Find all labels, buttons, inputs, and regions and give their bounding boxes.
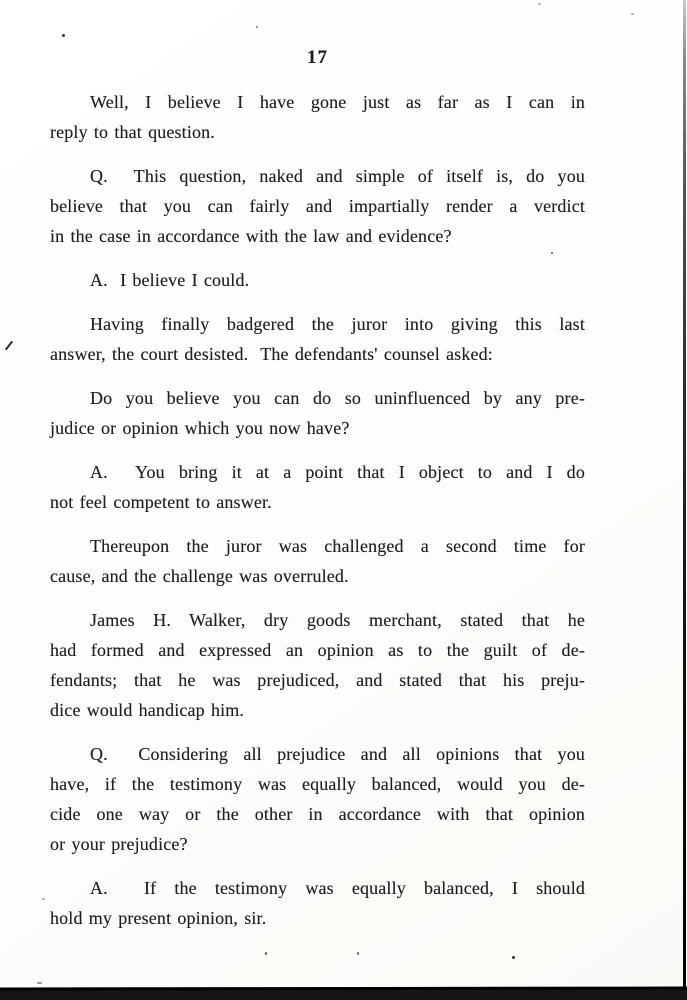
- text-line: cause, and the challenge was overruled.: [50, 566, 349, 586]
- paragraph: [50, 739, 585, 859]
- text-line: had formed and expressed an opinion as to the guilt of de-: [50, 640, 585, 660]
- paragraph: [50, 605, 585, 725]
- text-line: A. If the testimony was equally balanced, I should: [90, 878, 585, 898]
- text-line: cide one way or the other in accordance with that opinion: [50, 804, 585, 824]
- scan-speckle: [37, 982, 42, 984]
- paragraph: [50, 457, 585, 517]
- scan-speckle: [357, 952, 359, 955]
- scan-speckle: [538, 3, 541, 5]
- scan-speckle: [256, 26, 258, 28]
- scan-speckle: [631, 13, 634, 15]
- document-content: [50, 0, 585, 933]
- scan-speckle: [512, 956, 515, 959]
- scan-mark-tick: [5, 341, 13, 351]
- paragraph: [50, 161, 585, 251]
- text-line: or your prejudice?: [50, 834, 188, 854]
- text-line: fendants; that he was prejudiced, and stated that his preju-: [50, 670, 585, 690]
- page-right-edge: [683, 0, 686, 990]
- scan-speckle: [42, 898, 45, 900]
- text-line: believe that you can fairly and impartially render a verdict: [50, 196, 585, 216]
- paragraph: [50, 531, 585, 591]
- text-line: Q. This question, naked and simple of itself is, do you: [90, 166, 585, 186]
- text-line: reply to that question.: [50, 122, 215, 142]
- paragraph: [50, 309, 585, 369]
- paragraph: [50, 873, 585, 933]
- text-line: hold my present opinion, sir.: [50, 908, 267, 928]
- page-number: 17: [307, 47, 328, 68]
- scan-speckle: [551, 252, 553, 254]
- paragraph: [50, 383, 585, 443]
- text-line: Well, I believe I have gone just as far as I can in: [90, 92, 585, 112]
- text-line: James H. Walker, dry goods merchant, stated that he: [90, 610, 585, 630]
- page-bottom-edge: [0, 989, 687, 1000]
- text-line: A. You bring it at a point that I object to and I do: [90, 462, 585, 482]
- text-line: answer, the court desisted. The defendants' counsel asked:: [50, 344, 493, 364]
- scan-speckle: [265, 952, 267, 955]
- text-line: have, if the testimony was equally balanced, would you de-: [50, 774, 585, 794]
- paragraph: [50, 265, 585, 295]
- text-line: A. I believe I could.: [90, 270, 250, 290]
- scan-speckle: [62, 34, 65, 37]
- text-line: not feel competent to answer.: [50, 492, 272, 512]
- text-line: in the case in accordance with the law and evidence?: [50, 226, 452, 246]
- text-line: Thereupon the juror was challenged a second time for: [90, 536, 585, 556]
- text-line: dice would handicap him.: [50, 700, 245, 720]
- text-line: Having finally badgered the juror into giving this last: [90, 314, 585, 334]
- text-line: Do you believe you can do so uninfluenced by any pre-: [90, 388, 585, 408]
- paragraph: [50, 87, 585, 147]
- text-line: judice or opinion which you now have?: [50, 418, 350, 438]
- text-line: Q. Considering all prejudice and all opinions that you: [90, 744, 585, 764]
